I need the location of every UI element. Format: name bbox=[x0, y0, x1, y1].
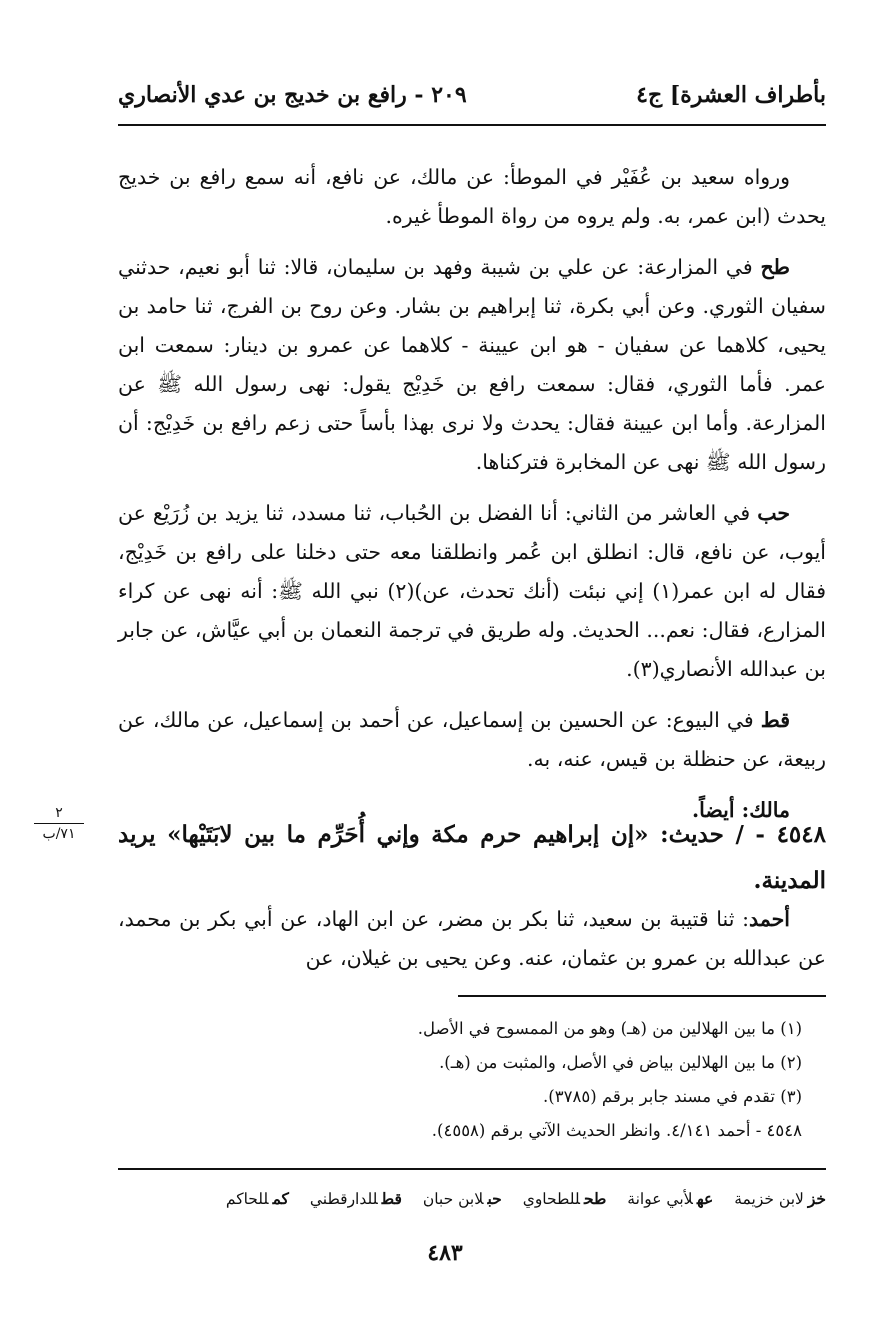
footnote-2: (٢) ما بين الهلالين بياض في الأصل، والمثبت من (هـ). bbox=[439, 1053, 802, 1072]
page-number: ٤٨٣ bbox=[427, 1240, 463, 1266]
abbr-item bbox=[423, 1190, 502, 1208]
paragraph-malik: مالك: أيضاً. bbox=[691, 798, 790, 822]
abbr-label: لابن حبان bbox=[422, 1190, 484, 1208]
abbr-item bbox=[734, 1190, 826, 1208]
hadith-text: - / حديث: «إن إبراهيم حرم مكة وإني أُحَرِّم ما بين لابَتَيْها» يريد المدينة. bbox=[118, 821, 826, 894]
abbr-code: حب bbox=[487, 1189, 502, 1208]
isnad-text: : ثنا قتيبة بن سعيد، ثنا بكر بن مضر، عن ابن الهاد، عن أبي بكر بن محمد، عن عبدالله بن عمرو بن عثمان، عنه. وعن يحيى بن غيلان، عن bbox=[118, 907, 826, 970]
isnad-paragraph bbox=[118, 900, 826, 978]
source-code-hb: حب bbox=[757, 501, 790, 525]
abbr-code: طح bbox=[584, 1189, 607, 1208]
paragraph-text: في المزارعة: عن علي بن شيبة وفهد بن سليمان، قالا: ثنا أبو نعيم، حدثني سفيان الثوري. وعن أبي بكرة، ثنا إبراهيم بن بشار. وعن روح بن الفرج، ثنا حامد بن يحيى، كلاهما عن سفيان - هو ابن عيينة - كلاهما عن عمرو بن دينار: سمعت ابن عمر. فأما الثوري، فقال: سمعت رافع بن خَدِيْج يقول: نهى رسول الله ﷺ عن المزارعة. وأما ابن عيينة فقال: يحدث ولا نرى بهذا بأساً حتى زعم رافع بن خَدِيْج: أن رسول الله ﷺ نهى عن المخابرة فتركناها. bbox=[118, 255, 826, 474]
abbr-label: للحاكم bbox=[225, 1190, 269, 1208]
folio-number: ٢ bbox=[55, 805, 63, 821]
hadith-heading bbox=[118, 812, 826, 904]
abbr-code: عه bbox=[696, 1189, 714, 1208]
main-text bbox=[118, 158, 826, 842]
footnote-rule bbox=[458, 995, 826, 997]
abbr-item bbox=[627, 1190, 713, 1208]
paragraph-text: ورواه سعيد بن عُفَيْر في الموطأ: عن مالك، عن نافع، أنه سمع رافع بن خديج يحدث (ابن عمر، به. ولم يروه من رواة الموطأ غيره. bbox=[118, 165, 826, 228]
margin-folio-note bbox=[28, 805, 90, 842]
paragraph-text: في البيوع: عن الحسين بن إسماعيل، عن أحمد بن إسماعيل، عن مالك، عن ربيعة، عن حنظلة بن قيس، عنه، به. bbox=[118, 708, 826, 771]
abbreviation-rule bbox=[118, 1168, 826, 1170]
paragraph-tahawi bbox=[118, 248, 826, 482]
abbr-label: للطحاوي bbox=[522, 1190, 581, 1208]
abbr-label: لابن خزيمة bbox=[734, 1190, 804, 1208]
abbr-item bbox=[523, 1190, 607, 1208]
footnote-1: (١) ما بين الهلالين من (هـ) وهو من الممسوح في الأصل. bbox=[417, 1019, 802, 1038]
abbr-code: كم bbox=[272, 1189, 289, 1208]
hadith-number: ٤٥٤٨ bbox=[776, 821, 826, 848]
abbr-label: للدارقطني bbox=[309, 1190, 378, 1208]
source-code-ahmad: أحمد bbox=[749, 907, 790, 931]
running-head-chapter: ٢٠٩ - رافع بن خديج بن عدي الأنصاري bbox=[118, 82, 467, 108]
running-head bbox=[118, 78, 826, 118]
abbr-item bbox=[226, 1190, 289, 1208]
header-rule bbox=[118, 124, 826, 126]
source-code-qt: قط bbox=[760, 708, 790, 732]
paragraph-muwatta bbox=[118, 158, 826, 236]
paragraph-text: في العاشر من الثاني: أنا الفضل بن الحُباب، ثنا مسدد، ثنا يزيد بن زُرَيْع عن أيوب، عن نافع، قال: انطلق ابن عُمر وانطلقنا معه حتى دخلنا على رافع بن خَدِيْج، فقال له ابن عمر(١) إني نبئت (أنك تحدث، عن)(٢) نبي الله ﷺ: أنه نهى عن كراء المزارع، فقال: نعم... الحديث. وله طريق في ترجمة النعمان بن أبي عيَّاش، عن جابر بن عبدالله الأنصاري(٣). bbox=[118, 501, 827, 681]
abbr-code: قط bbox=[381, 1189, 402, 1208]
paragraph-daraqutni bbox=[118, 701, 826, 779]
folio-divider bbox=[34, 823, 84, 824]
footnote-4548: ٤٥٤٨ - أحمد ٤/١٤١. وانظر الحديث الآتي برقم (٤٥٥٨). bbox=[431, 1121, 802, 1140]
running-head-volume: بأطراف العشرة] ج٤ bbox=[636, 82, 826, 108]
abbr-label: لأبي عوانة bbox=[627, 1190, 693, 1208]
abbr-code: خز bbox=[807, 1189, 826, 1208]
footnotes bbox=[118, 1012, 826, 1148]
paragraph-ibn-hibban bbox=[118, 494, 826, 689]
footnote-3: (٣) تقدم في مسند جابر برقم (٣٧٨٥). bbox=[543, 1087, 802, 1106]
abbreviation-key bbox=[118, 1186, 826, 1212]
folio-reference: ٧١/ب bbox=[42, 826, 76, 842]
source-code-tah: طح bbox=[760, 255, 790, 279]
abbr-item bbox=[310, 1190, 402, 1208]
